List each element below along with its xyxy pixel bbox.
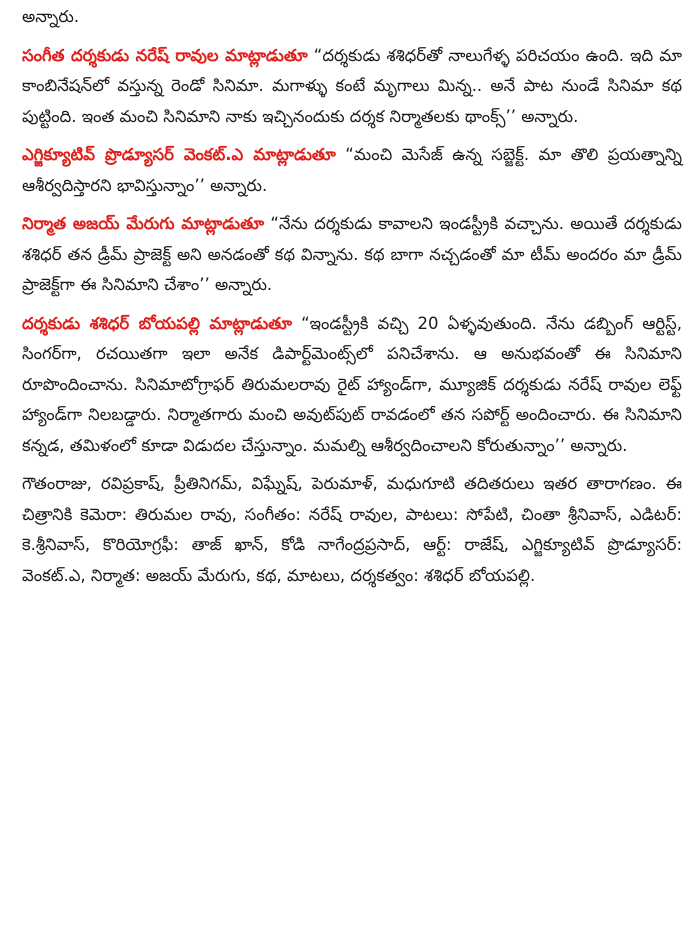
speaker-label: దర్శకుడు శశిధర్ బోయపల్లి మాట్లాడుతూ: [22, 313, 293, 333]
paragraph-text: గౌతంరాజు, రవిప్రకాష్, ప్రీతినిగమ్, విఘ్నేష్, పెరుమాళ్, మధుగూటి తదితరులు ఇతర తారాగణం. ఈ చిత్రానికి కెమెరా: తిరుమల రావు, సంగీతం: నరేష్ రావుల, పాటలు: సోపేటి, చింతా శ్రీనివాస్, ఎడిటర్: కె.శ్రీనివాస్, కొరియోగ్రఫీ: తాజ్ ఖాన్, కోడి నాగేంద్రప్రసాద్, ఆర్ట్: రాజేష్, ఎగ్జిక్యూటివ్ ప్రొడ్యూసర్: వెంకట్.ఎ, నిర్మాత: అజయ్ మేరుగు, కథ, మాటలు, దర్శకత్వం: శశిధర్ బోయపల్లి.: [22, 474, 682, 585]
paragraph-text: “మంచి మెసేజ్ ఉన్న సబ్జెక్ట్. మా తొలి ప్రయత్నాన్ని ఆశీర్వదిస్తారని భావిస్తున్నాం’’ అన్నారు.: [22, 145, 682, 195]
paragraph-executive-producer: [22, 140, 682, 201]
paragraph-text: “ఇండస్ట్రీకి వచ్చి 20 ఏళ్ళవుతుంది. నేను డబ్బింగ్ ఆర్టిస్ట్, సింగర్‌గా, రచయితగా ఇలా అనేక డిపార్ట్‌మెంట్స్‌లో పనిచేశాను. ఆ అనుభవంతో ఈ సినిమాని రూపొందించాను. సినిమాటోగ్రాఫర్ తిరుమలరావు రైట్ హ్యాండ్‌గా, మ్యూజిక్ దర్శకుడు నరేష్ రావుల లెఫ్ట్ హ్యాండ్‌గా నిలబడ్డారు. నిర్మాతగారు మంచి అవుట్‌పుట్ రావడంలో తన సపోర్ట్ అందించారు. ఈ సినిమాని కన్నడ, తమిళంలో కూడా విడుదల చేస్తున్నాం. మమల్ని ఆశీర్వదించాలని కోరుతున్నాం’’ అన్నారు.: [22, 313, 682, 455]
paragraph-text: అన్నారు.: [22, 7, 80, 26]
speaker-label: సంగీత దర్శకుడు నరేష్ రావుల మాట్లాడుతూ: [22, 45, 308, 65]
paragraph-text: “దర్శకుడు శశిధర్‌తో నాలుగేళ్ళ పరిచయం ఉంది. ఇది మా కాంబినేషన్‌లో వస్తున్న రెండో సినిమా. మగాళ్ళు కంటే మృగాలు మిన్న.. అనే పాట నుండే సినిమా కథ పుట్టింది. ఇంత మంచి సినిమాని నాకు ఇచ్చినందుకు దర్శక నిర్మాతలకు థాంక్స్’’ అన్నారు.: [22, 45, 682, 126]
paragraph-intro-tail: [22, 2, 682, 33]
paragraph-credits: [22, 469, 682, 591]
paragraph-producer: [22, 209, 682, 301]
speaker-label: నిర్మాత అజయ్ మేరుగు మాట్లాడుతూ: [22, 214, 264, 233]
article-body: [22, 2, 682, 599]
paragraph-director: [22, 309, 682, 462]
paragraph-text: “నేను దర్శకుడు కావాలని ఇండస్ట్రీకి వచ్చాను. అయితే దర్శకుడు శశిధర్ తన డ్రీమ్ ప్రాజెక్ట్ అని అనడంతో కథ విన్నాను. కథ బాగా నచ్చడంతో మా టీమ్ అందరం మా డ్రీమ్ ప్రాజెక్ట్‌గా ఈ సినిమాని చేశాం’’ అన్నారు.: [22, 214, 682, 294]
paragraph-music-director: [22, 41, 682, 133]
speaker-label: ఎగ్జిక్యూటివ్ ప్రొడ్యూసర్ వెంకట్.ఎ మాట్లాడుతూ: [22, 145, 336, 164]
